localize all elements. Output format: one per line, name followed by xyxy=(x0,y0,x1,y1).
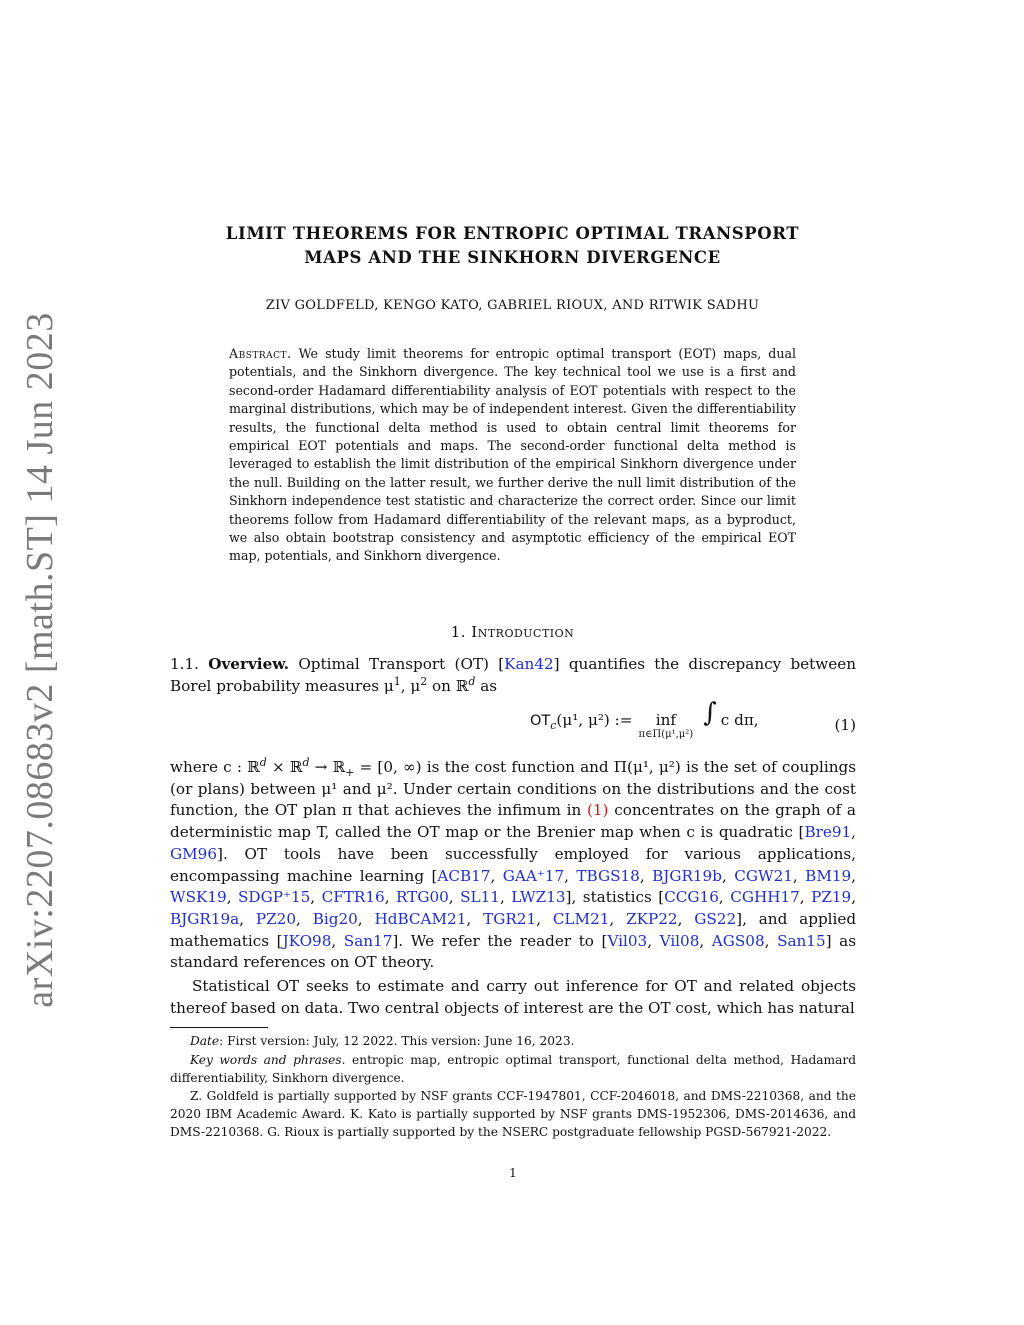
intro-paragraph: where c : ℝ$^d$ × ℝ$^d$ → ℝ$_+$ = [0, ∞) is the cost function and Π(μ¹, μ²) is the set of couplings (or plans) between μ¹ and μ². Under certain conditions on the distributions and the cost function, the OT plan π that achieves the infimum in (1) concentrates on the graph of a deterministic map T, called the OT map or the Brenier map when c is quadratic [Bre91, GM96]. OT tools have been successfully employed for various applications, encompassing machine learning [ACB17, GAA⁺17, TBGS18, BJGR19b, CGW21, BM19, WSK19, SDGP⁺15, CFTR16, RTG00, SL11, LWZ13], statistics [CCG16, CGHH17, PZ19, BJGR19a, PZ20, Big20, HdBCAM21, TGR21, CLM21, ZKP22, GS22], and applied mathematics [JKO98, San17]. We refer the reader to [Vil03, Vil08, AGS08, San15] as standard references on OT theory. xyxy=(170,755,857,972)
equation-number: (1) xyxy=(834,716,856,734)
overview-text-d: as xyxy=(475,676,498,695)
author-list: ZIV GOLDFELD, KENGO KATO, GABRIEL RIOUX, AND RITWIK SADHU xyxy=(265,298,760,313)
citation-link[interactable]: TGR21 xyxy=(483,909,537,928)
integrand: c dπ, xyxy=(720,711,759,729)
p2-text-6: ]. OT tools have been successfully employed for various applications, encompassing machine learning [ xyxy=(170,844,856,885)
subsection-number: 1.1. xyxy=(170,655,199,673)
page-number: 1 xyxy=(509,1166,517,1180)
p2-text-3: → ℝ xyxy=(309,758,346,776)
abstract-text: We study limit theorems for entropic optimal transport (EOT) maps, dual potentials, and the Sinkhorn divergence. The key technical tool we use is a first and second-order Hadamard differentiability analysis of EOT potentials with respect to the marginal distributions, which may be of independent interest. Given the differentiability results, the functional delta method is used to obtain central limit theorems for empirical EOT potentials and maps. The second-order functional delta method is leveraged to establish the limit distribution of the empirical Sinkhorn divergence under the null. Building on the latter result, we further derive the null limit distribution of the Sinkhorn independence test statistic and characterize the correct order. Since our limit theorems follow from Hadamard differentiability of the relevant maps, as a byproduct, we also obtain bootstrap consistency and asymptotic efficiency of the empirical EOT map, potentials, and Sinkhorn divergence. xyxy=(229,346,796,564)
overview-text-b: ] quantifies the discrepancy between Borel probability measures μ xyxy=(170,655,857,695)
arxiv-stamp: arXiv:2207.08683v2 [math.ST] 14 Jun 2023 xyxy=(19,312,62,1008)
footnote-rule xyxy=(170,1027,268,1028)
citation-link[interactable]: BJGR19a xyxy=(170,909,240,928)
citation-link[interactable]: Bre91 xyxy=(804,823,852,842)
p2-text-10: ] as standard references on OT theory. xyxy=(170,931,857,972)
p2-text-4: = [0, ∞) is the cost function and Π(μ¹, μ²) is the set of couplings (or plans) between μ¹ and μ². Under certain conditions on the distributions and the cost function, the OT plan π that achieves the infimum in xyxy=(170,758,856,820)
p2-text-2: × ℝ xyxy=(266,758,303,776)
citation-link[interactable]: San17 xyxy=(343,931,393,950)
citation-link[interactable]: ACB17 xyxy=(437,866,491,885)
abstract xyxy=(229,345,796,566)
footnote-date xyxy=(170,1033,856,1051)
citation-link[interactable]: CFTR16 xyxy=(321,888,385,907)
date-text: : First version: July, 12 2022. This version: June 16, 2023. xyxy=(219,1034,575,1048)
p2-text-1: where c : ℝ xyxy=(170,758,260,776)
title-line-1: LIMIT THEOREMS FOR ENTROPIC OPTIMAL TRANSPORT xyxy=(225,224,800,243)
section-number: 1. xyxy=(450,623,466,641)
citation-link[interactable]: GM96 xyxy=(170,844,218,863)
equation-args: (μ¹, μ²) := xyxy=(556,711,633,729)
equation-1 xyxy=(170,700,856,752)
citation-link[interactable]: JKO98 xyxy=(282,931,332,950)
citation-link[interactable]: Kan42 xyxy=(504,655,554,673)
ot-subscript: c xyxy=(550,719,557,733)
subsection-heading: Overview. xyxy=(208,655,290,673)
keywords-label: Key words and phrases. xyxy=(190,1053,346,1067)
citation-link[interactable]: CGW21 xyxy=(734,866,793,885)
section-title: Introduction xyxy=(471,623,575,641)
p2-text-8: ], and applied mathematics [ xyxy=(170,909,857,950)
title-line-2: MAPS AND THE SINKHORN DIVERGENCE xyxy=(304,248,721,267)
citation-link[interactable]: LWZ13 xyxy=(511,888,566,907)
citation-link[interactable]: Big20 xyxy=(312,909,358,928)
paper-title xyxy=(170,222,855,270)
abstract-label: Abstract. xyxy=(229,346,292,361)
overview-text-c: on ℝ xyxy=(427,676,469,695)
citation-link[interactable]: WSK19 xyxy=(170,888,227,907)
citation-link[interactable]: AGS08 xyxy=(711,931,765,950)
section-heading xyxy=(170,623,855,641)
citation-link[interactable]: TBGS18 xyxy=(576,866,640,885)
overview-paragraph: 1.1. Overview. Optimal Transport (OT) [Kan42] quantifies the discrepancy between Borel probability measures $\mu^1$, $\mu^2$ on ℝ$^d$ as xyxy=(170,655,857,695)
citation-group-brenier: Bre91, GM96 xyxy=(170,823,856,863)
ot-symbol: OT xyxy=(530,713,551,729)
citation-link[interactable]: ZKP22 xyxy=(626,909,678,928)
citation-link[interactable]: BM19 xyxy=(805,866,852,885)
arxiv-stamp-container xyxy=(0,312,80,1008)
date-label: Date xyxy=(190,1034,220,1048)
citation-link[interactable]: GS22 xyxy=(694,909,737,928)
citation-link[interactable]: PZ19 xyxy=(811,888,852,907)
footnote-funding: Z. Goldfeld is partially supported by NSF grants CCF-1947801, CCF-2046018, and DMS-2210368, and the 2020 IBM Academic Award. K. Kato is partially supported by NSF grants DMS-1952306, DMS-2014636, and DMS-2210368. G. Rioux is partially supported by the NSERC postgraduate fellowship PGSD-567921-2022. xyxy=(170,1089,856,1139)
citation-link[interactable]: CGHH17 xyxy=(730,888,800,907)
citation-link[interactable]: RTG00 xyxy=(396,888,449,907)
keywords-text: entropic map, entropic optimal transport, functional delta method, Hadamard differentiability, Sinkhorn divergence. xyxy=(170,1053,856,1085)
citation-link[interactable]: CLM21 xyxy=(552,909,610,928)
citation-link[interactable]: CCG16 xyxy=(664,888,719,907)
statistical-ot-paragraph: Statistical OT seeks to estimate and carry out inference for OT and related objects thereof based on data. Two central objects of interest are the OT cost, which has natural xyxy=(170,977,856,1017)
citation-group-math: JKO98, San17 xyxy=(282,931,393,950)
citation-link[interactable]: San15 xyxy=(777,931,826,950)
citation-link[interactable]: SL11 xyxy=(460,888,500,907)
citation-link[interactable]: BJGR19b xyxy=(652,866,722,885)
integral-sign: ∫ xyxy=(703,698,717,728)
citation-group-ml: ACB17, GAA⁺17, TBGS18, BJGR19b, CGW21, BM19, WSK19, SDGP⁺15, CFTR16, RTG00, SL11, LWZ13 xyxy=(170,866,857,907)
citation-link[interactable]: SDGP⁺15 xyxy=(238,888,311,907)
p2-text-5: concentrates on the graph of a deterministic map T, called the OT map or the Brenier map when c is quadratic [ xyxy=(170,801,856,842)
inf-word: inf xyxy=(655,711,676,729)
p2-text-9: ]. We refer the reader to [ xyxy=(392,931,608,950)
citation-link[interactable]: PZ20 xyxy=(255,909,297,928)
citation-link[interactable]: GAA⁺17 xyxy=(502,866,565,885)
citation-group-standard: Vil03, Vil08, AGS08, San15 xyxy=(607,931,826,950)
citation-link[interactable]: Vil08 xyxy=(659,931,700,950)
citation-link[interactable]: Vil03 xyxy=(607,931,648,950)
footnote-keywords xyxy=(170,1052,856,1088)
citation-link[interactable]: HdBCAM21 xyxy=(374,909,467,928)
infimum xyxy=(639,700,694,740)
inf-subscript: π∈Π(μ¹,μ²) xyxy=(638,729,694,740)
equation-body xyxy=(530,700,759,740)
equation-lhs xyxy=(530,711,633,733)
citation-group-stats: CCG16, CGHH17, PZ19, BJGR19a, PZ20, Big20, HdBCAM21, TGR21, CLM21, ZKP22, GS22 xyxy=(170,888,857,928)
overview-text-a: Optimal Transport (OT) [ xyxy=(298,655,505,673)
p2-text-7: ], statistics [ xyxy=(565,888,665,907)
equation-ref-link[interactable]: (1) xyxy=(586,801,609,820)
